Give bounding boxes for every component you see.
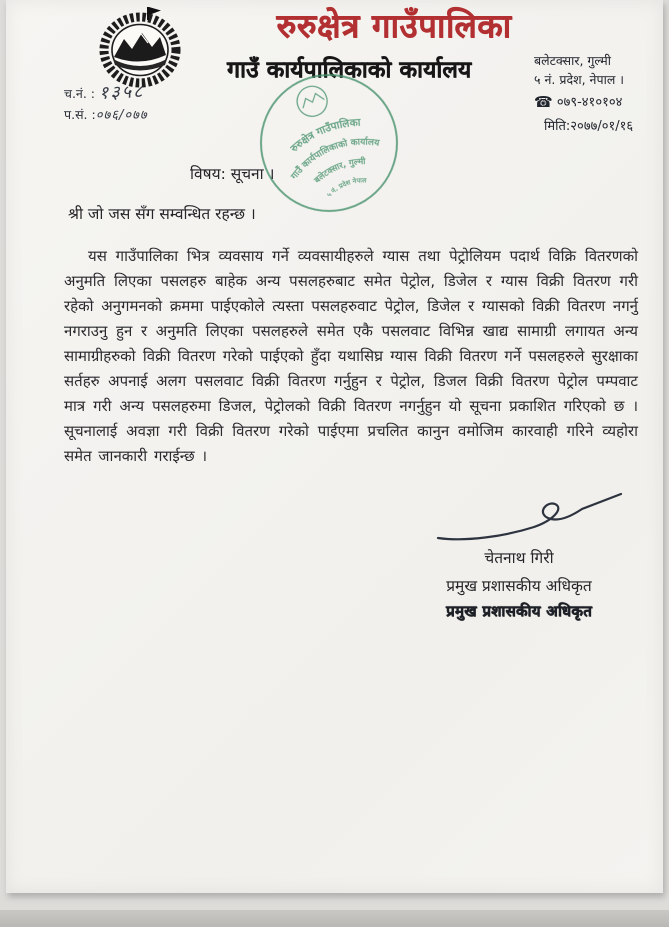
designation-stamp-text: प्रमुख प्रशासकीय अधिकृत	[446, 602, 592, 620]
salutation-line: श्री जो जस सँग सम्वन्धित रहन्छ ।	[68, 205, 256, 223]
municipality-name: रुरुक्षेत्र गाउँपालिका	[276, 6, 512, 45]
scan-edge-shadow	[0, 910, 669, 927]
svg-text:रुरुक्षेत्र गाउँपालिका	[284, 109, 365, 157]
dispatch-number-handwritten: ०७६/०७७	[95, 108, 148, 124]
stamp-line-2: गाउँ कार्यपालिकाको कार्यालय	[289, 137, 380, 182]
phone-line	[534, 91, 666, 114]
office-name: गाउँ कार्यपालिकाको कार्यालय	[226, 57, 472, 83]
subject-line: विषय: सूचना ।	[190, 165, 275, 183]
ref-number-line	[64, 80, 148, 106]
address-line-1: बलेटक्सार, गुल्मी	[534, 53, 612, 68]
letter-date: मिति:२०७७/०१/१६	[544, 119, 634, 134]
signatory-name: चेतनाथ गिरी	[484, 549, 554, 567]
stamp-emblem-circle	[293, 82, 332, 121]
scanned-letter-page	[6, 0, 663, 893]
phone-icon: ☎	[534, 92, 553, 111]
letter-body: यस गाउँपालिका भित्र व्यवसाय गर्ने व्यवसायीहरुले ग्यास तथा पेट्रोलियम पदार्थ विक्रि वितरणको अनुमति लिएका पसलहरु बाहेक अन्य पसलहरुबाट समेत पेट्रोल, डिजेल र ग्यास विक्री वितरण गरी रहेको अनुगमनको क्रममा पाईएकोले त्यस्ता पसलहरुवाट पेट्रोल, डिजेल र ग्यासको विक्री वितरण नगर्नु नगराउनु हुन र अनुमति लिएका पसलहरुले समेत एकै पसलवाट विभिन्न खाद्य सामाग्री लगायत अन्य सामाग्रीहरुको विक्री वितरण गरेको पाईएको हुँदा यथासिघ्र ग्यास विक्री वितरण गर्ने पसलहरुले सुरक्षाका सर्तहरु अपनाई अलग पसलवाट विक्री वितरण गर्नुहुन र पेट्रोल, डिजल विक्री वितरण पेट्रोल पम्पवाट मात्र गरी अन्य पसलहरुमा डिजल, पेट्रोलको विक्री वितरण नगर्नुहुन यो सूचना प्रकाशित गरिएको छ । सूचनालाई अवज्ञा गरी विक्री वितरण गरेको पाईएमा प्रचलित कानुन वमोजिम कारवाही गरिने व्यहोरा समेत जानकारी गराईन्छ ।	[64, 247, 638, 465]
dispatch-number-label: प.सं. :	[64, 107, 96, 123]
phone-number: ०७९-४१०१०४	[556, 94, 623, 110]
svg-text:५ नं. प्रदेश नेपाल	[323, 172, 370, 201]
contact-block	[534, 52, 666, 113]
signatory-designation: प्रमुख प्रशासकीय अधिकृत	[446, 577, 592, 595]
svg-text:गाउँ कार्यपालिकाको कार्यालय	[283, 123, 384, 184]
ref-number-label: च.नं. :	[64, 86, 96, 101]
ref-number-handwritten: १३५८	[98, 81, 145, 104]
handwritten-signature	[434, 492, 624, 544]
dispatch-number-line	[64, 106, 148, 126]
svg-text:बलेटक्सार, गुल्मी	[310, 151, 370, 187]
address-line-2: ५ नं. प्रदेश, नेपाल ।	[534, 71, 625, 87]
stamp-line-4: ५ नं. प्रदेश नेपाल	[325, 176, 367, 199]
reference-block	[64, 80, 148, 126]
municipality-emblem-logo	[98, 6, 182, 88]
signature-block	[394, 492, 644, 621]
stamp-line-1: रुरुक्षेत्र गाउँपालिका	[288, 116, 361, 155]
stamp-line-3: बलेटक्सार, गुल्मी	[312, 157, 366, 186]
